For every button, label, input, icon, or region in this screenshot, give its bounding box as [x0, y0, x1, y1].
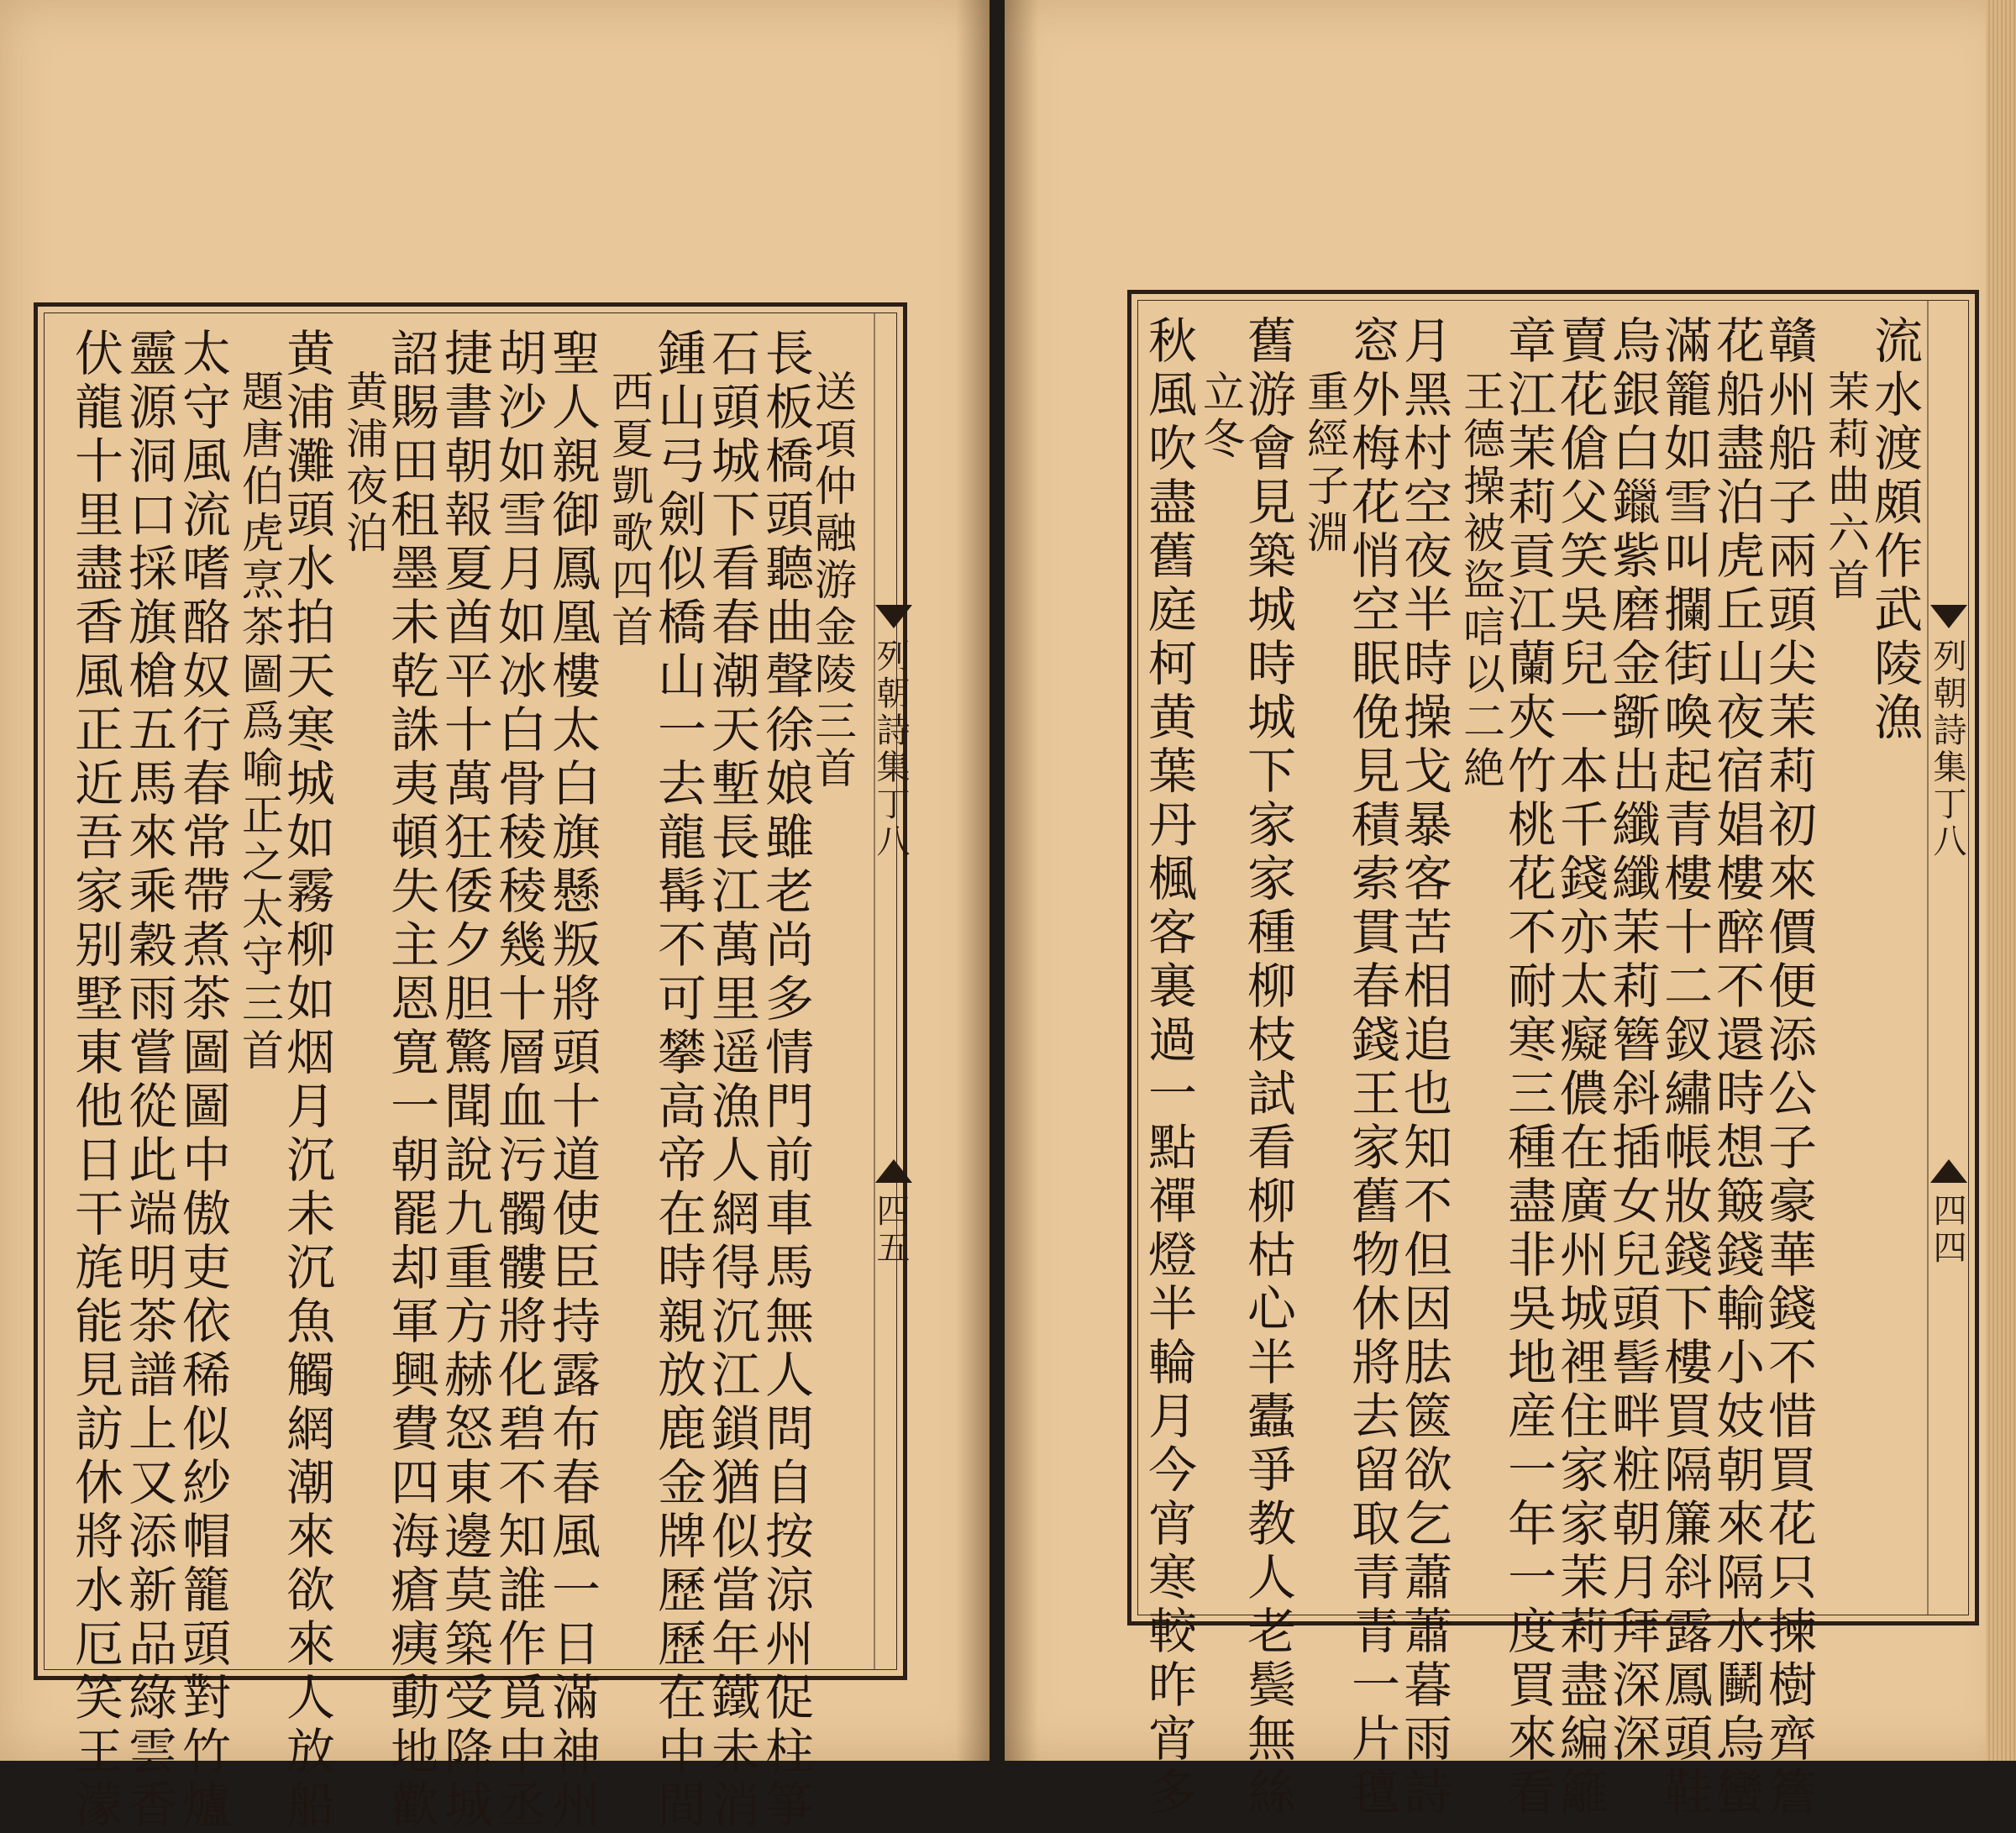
right-fish-tail-lower — [1930, 1159, 1967, 1183]
right-gutter-shadow — [1005, 0, 1038, 1761]
left-page — [0, 0, 990, 1833]
left-col-14: 靈源洞口採旗槍五馬來乘穀雨嘗從此端明茶譜上又添新品綠雲香 — [120, 328, 177, 1833]
right-col-6: 烏銀白鑞紫磨金斵出纖纖茉莉簪斜插女兒頭髻畔粧朝月拜深深 — [1604, 315, 1661, 1767]
right-col-7: 賣花傖父笑吳兒一本千錢亦太癡儂在廣州城裡住家家茉莉盡編籬 — [1551, 315, 1609, 1820]
left-center-line-1 — [874, 313, 875, 1670]
left-col-9: 詔賜田租墨未乾誅夷頓失主恩寛一朝罷却軍興費四海瘡痍動地歡 — [382, 328, 439, 1833]
left-col-10: 黄浦夜泊 — [339, 370, 388, 558]
left-col-7: 胡沙如雪月如冰白骨稜稜幾十層血污髑髏將化碧不知誰作覓中丞 — [490, 328, 547, 1833]
right-col-4: 花船盡泊虎丘山夜宿娼樓醉不還時想簸錢輸小妓朝來隔水鬭烏蠻 — [1708, 315, 1765, 1820]
right-col-1: 流水渡頗作武陵漁 — [1866, 315, 1923, 745]
right-col-14: 立冬 — [1196, 370, 1245, 464]
right-page — [1005, 0, 2016, 1820]
right-center-line — [1927, 300, 1929, 1615]
left-center-title: 列朝詩集丁八 — [871, 638, 910, 860]
left-col-8: 捷書朝報夏酋平十萬狂倭夕胆驚聞說九重方赫怒東邊莫築受降城 — [436, 328, 493, 1833]
left-col-6: 聖人親御鳳凰樓太白旗懸叛將頭十道使臣持露布春風一日滿神州 — [543, 328, 601, 1833]
left-col-5: 西夏凱歌四首 — [605, 370, 654, 652]
left-col-11: 黄浦灘頭水拍天寒城如霧柳如烟月沉未沉魚觸網潮來欲來人放船 — [278, 328, 335, 1833]
left-fish-tail-lower — [875, 1159, 912, 1183]
right-col-13: 舊游會見築城時城下家家種柳枝試看柳枯心半蠹爭教人老鬓無絲 — [1239, 315, 1296, 1820]
left-center-page-number: 四五 — [871, 1193, 910, 1267]
right-col-3: 贛州船子兩頭尖茉莉初來價便添公子豪華錢不惜買花只揀樹齊簷 — [1760, 315, 1817, 1820]
right-center-page-number: 四四 — [1928, 1193, 1966, 1267]
left-fish-tail-upper — [875, 605, 912, 628]
right-center-title: 列朝詩集丁八 — [1928, 638, 1966, 860]
left-col-12: 題唐伯虎烹茶圖爲喻正之太守三首 — [235, 370, 284, 1075]
right-col-10: 月黑村空夜半時操戈暴客苦相追也知不但因胠篋欲乞蕭蕭暮雨詩 — [1395, 315, 1452, 1820]
right-col-8: 章江茉莉貢江蘭夾竹桃花不耐寒三種盡非吳地産一年一度買來看 — [1499, 315, 1557, 1820]
left-col-4: 鍾山弓劍似橋山一去龍髯不可攀高帝在時親放鹿金牌歷歷在中間 — [649, 328, 706, 1833]
right-col-11: 窓外梅花悄空眠俛見積索貫春錢王家舊物休將去留取青青一片氊 — [1343, 315, 1400, 1820]
right-col-15: 秋風吹盡舊庭柯黄葉丹楓客裏過一點禪燈半輪月今宵寒較昨宵多 — [1140, 315, 1197, 1820]
left-col-2: 長板橋頭聽曲聲徐娘雖老尚多情門前車馬無人問自按涼州促柱箏 — [757, 328, 814, 1833]
right-col-2: 茉莉曲六首 — [1821, 370, 1870, 605]
left-col-13: 太守風流嗜酪奴行春常帶煮茶圖圖中傲吏依稀似紗帽籠頭對竹爐 — [174, 328, 231, 1833]
left-col-1: 送項仲融游金陵三首 — [808, 370, 857, 793]
right-col-12: 重經子淵 — [1300, 370, 1349, 558]
right-page-edges — [1986, 0, 2016, 1761]
right-col-9: 王德操被盜唁以二絶 — [1457, 370, 1505, 793]
left-col-15: 伏龍十里盡香風正近吾家别墅東他日干旄能見訪休將水厄笑王濛 — [66, 328, 123, 1833]
right-fish-tail-upper — [1930, 605, 1967, 628]
right-col-5: 滿籠如雪叫攔街喚起青樓十二釵繡帳妝錢下樓買隔簾斜露鳳頭鞋 — [1656, 315, 1713, 1820]
left-gutter-shadow — [956, 0, 990, 1761]
left-col-3: 石頭城下看春潮天塹長江萬里遥漁人網得沉江鎖猶似當年鐵未消 — [703, 328, 760, 1833]
